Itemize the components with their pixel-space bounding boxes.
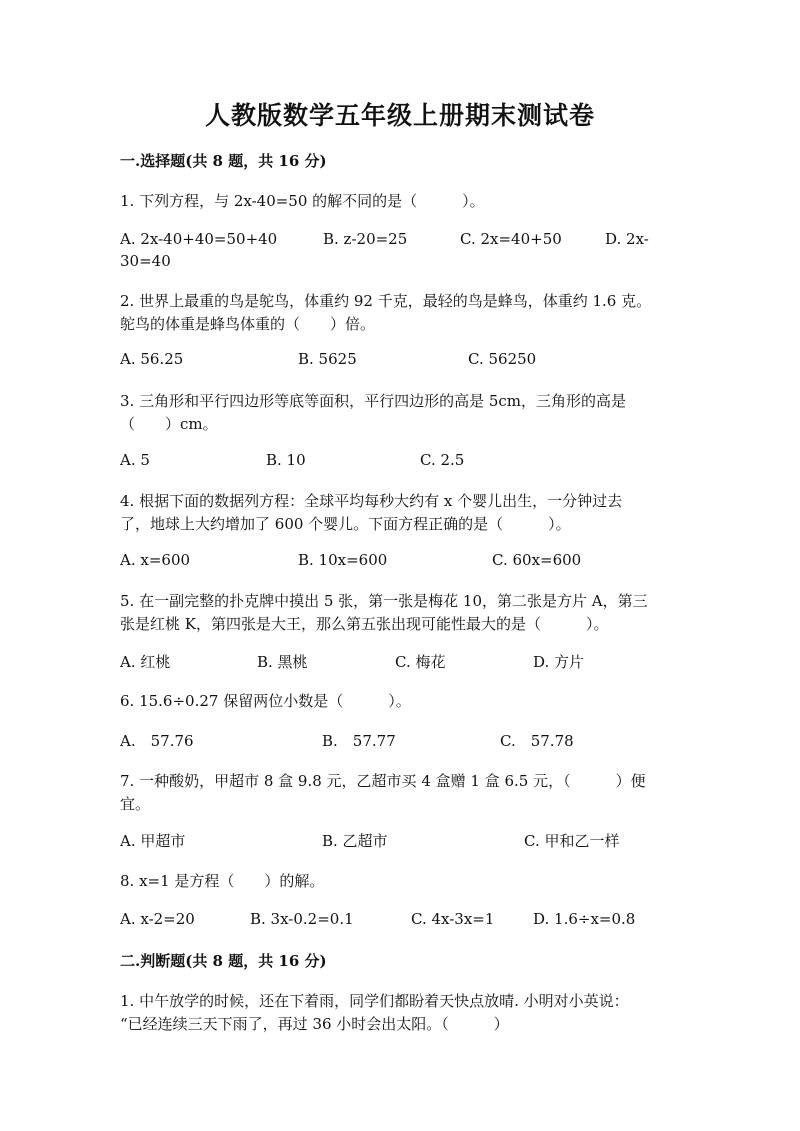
question-7-line-2: 宜。 bbox=[120, 795, 151, 813]
q8-option-d: D. 1.6÷x=0.8 bbox=[533, 910, 636, 928]
question-5-line-1: 5. 在一副完整的扑克牌中摸出 5 张，第一张是梅花 10，第二张是方片 A，第三 bbox=[120, 592, 648, 610]
q5-option-b: B. 黑桃 bbox=[257, 653, 308, 671]
q1-option-c: C. 2x=40+50 bbox=[460, 230, 562, 248]
q8-option-c: C. 4x-3x=1 bbox=[411, 910, 495, 928]
question-7-line-1: 7. 一种酸奶，甲超市 8 盒 9.8 元，乙超市买 4 盒赠 1 盒 6.5 元，（ ）便 bbox=[120, 772, 646, 790]
q7-option-b: B. 乙超市 bbox=[322, 832, 388, 850]
q5-option-a: A. 红桃 bbox=[120, 653, 171, 671]
question-3-line-2: （ ）cm。 bbox=[120, 415, 218, 433]
q6-option-a: A. 57.76 bbox=[120, 732, 194, 750]
question-1: 1. 下列方程，与 2x-40=50 的解不同的是（ ）。 bbox=[120, 192, 485, 210]
question-2-line-2: 鸵鸟的体重是蜂鸟体重的（ ）倍。 bbox=[120, 315, 376, 333]
q4-option-b: B. 10x=600 bbox=[298, 551, 388, 569]
q1-option-b: B. z-20=25 bbox=[323, 230, 408, 248]
question-4-line-2: 了，地球上大约增加了 600 个婴儿。下面方程正确的是（ ）。 bbox=[120, 515, 571, 533]
question-2-line-1: 2. 世界上最重的鸟是鸵鸟，体重约 92 千克，最轻的鸟是蜂鸟，体重约 1.6 克。 bbox=[120, 292, 652, 310]
q1-option-a: A. 2x-40+40=50+40 bbox=[120, 230, 278, 248]
q1-option-d: D. 2x- bbox=[605, 230, 649, 248]
q2-option-b: B. 5625 bbox=[298, 350, 357, 368]
page-title: 人教版数学五年级上册期末测试卷 bbox=[204, 101, 595, 130]
q5-option-d: D. 方片 bbox=[533, 653, 585, 671]
question-6: 6. 15.6÷0.27 保留两位小数是（ ）。 bbox=[120, 692, 411, 710]
q7-option-c: C. 甲和乙一样 bbox=[524, 832, 620, 850]
judge-1-line-1: 1. 中午放学的时候，还在下着雨，同学们都盼着天快点放晴. 小明对小英说： bbox=[120, 992, 629, 1010]
q5-option-c: C. 梅花 bbox=[395, 653, 446, 671]
q6-option-b: B. 57.77 bbox=[322, 732, 396, 750]
q1-option-d-wrap: 30=40 bbox=[120, 252, 171, 270]
question-8: 8. x=1 是方程（ ）的解。 bbox=[120, 872, 325, 890]
section-judge-heading: 二.判断题(共 8 题，共 16 分) bbox=[120, 952, 327, 970]
q3-option-b: B. 10 bbox=[266, 451, 306, 469]
q6-option-c: C. 57.78 bbox=[500, 732, 574, 750]
q4-option-a: A. x=600 bbox=[120, 551, 191, 569]
question-3-line-1: 3. 三角形和平行四边形等底等面积，平行四边形的高是 5cm，三角形的高是 bbox=[120, 392, 627, 410]
q7-option-a: A. 甲超市 bbox=[120, 832, 186, 850]
q8-option-b: B. 3x-0.2=0.1 bbox=[250, 910, 354, 928]
q4-option-c: C. 60x=600 bbox=[492, 551, 582, 569]
q2-option-c: C. 56250 bbox=[468, 350, 537, 368]
question-5-line-2: 张是红桃 K，第四张是大王，那么第五张出现可能性最大的是（ ）。 bbox=[120, 615, 609, 633]
q2-option-a: A. 56.25 bbox=[120, 350, 184, 368]
q3-option-c: C. 2.5 bbox=[420, 451, 465, 469]
question-4-line-1: 4. 根据下面的数据列方程：全球平均每秒大约有 x 个婴儿出生，一分钟过去 bbox=[120, 492, 623, 510]
q8-option-a: A. x-2=20 bbox=[120, 910, 195, 928]
judge-1-line-2: “已经连续三天下雨了，再过 36 小时会出太阳。（ ） bbox=[120, 1015, 509, 1033]
q3-option-a: A. 5 bbox=[120, 451, 150, 469]
section-choice-heading: 一.选择题(共 8 题，共 16 分) bbox=[120, 152, 327, 170]
